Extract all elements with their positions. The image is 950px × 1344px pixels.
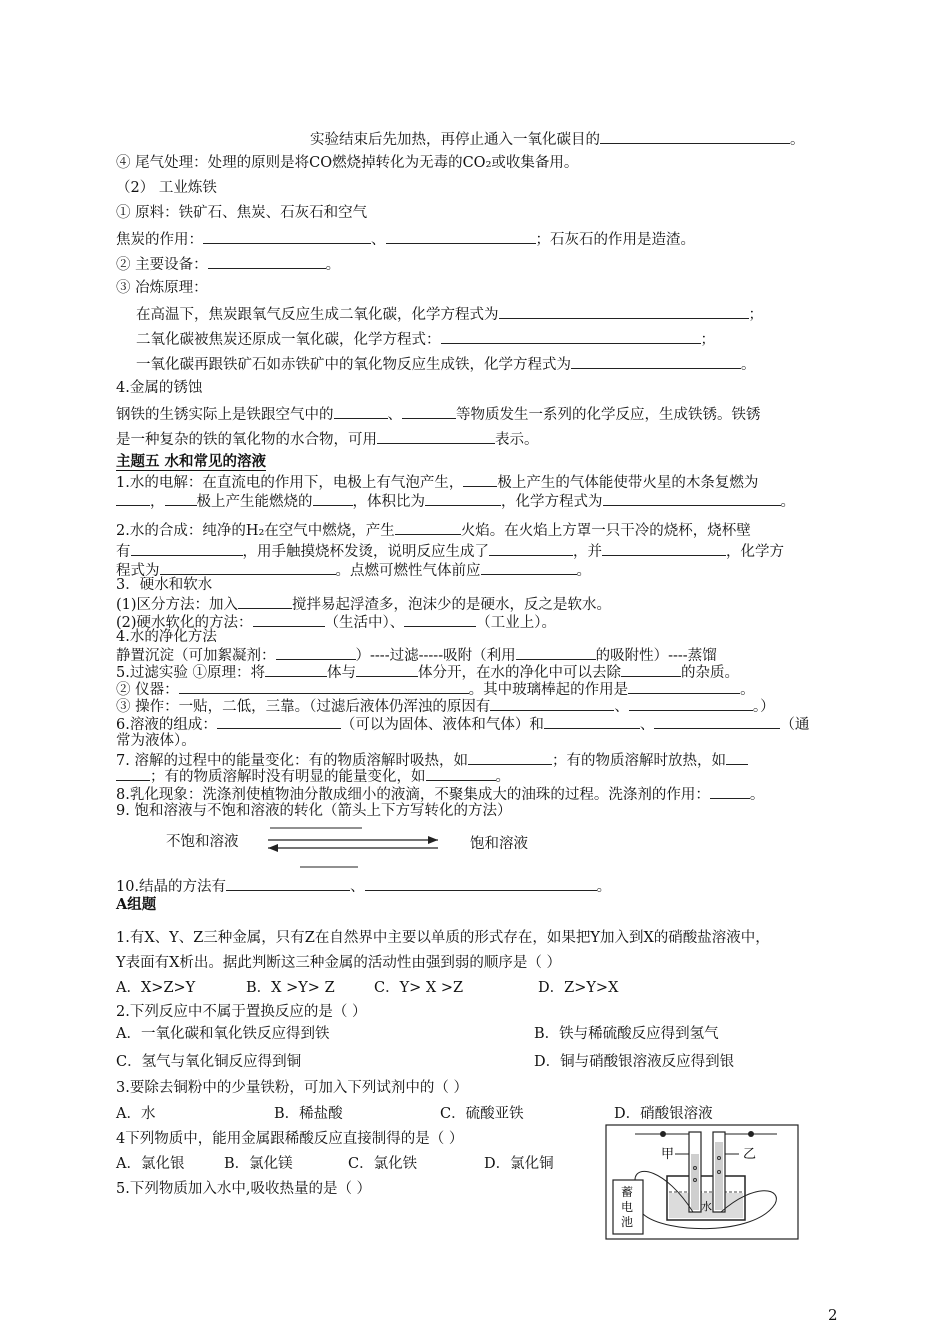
q5-line-2: ② 仪器： 。其中玻璃棒起的作用是 。 (116, 678, 755, 700)
ga-q2: 2.下列反应中不属于置换反应的是（ ） (116, 1004, 367, 1020)
q3-1: (1)区分方法：加入 搅拌易起浮渣多，泡沫少的是硬水，反之是软水。 (116, 593, 611, 615)
blank[interactable] (265, 661, 327, 677)
blank[interactable] (276, 644, 356, 660)
blank[interactable] (490, 695, 614, 711)
q4-line: 静置沉淀（可加絮凝剂： ）----过滤-----吸附（利用 的吸附性）----蒸馏 (116, 644, 717, 666)
principle-title: ③ 冶炼原理： (116, 280, 208, 296)
rust-line-2: 是一种复杂的铁的氧化物的水合物，可用 表示。 (116, 428, 539, 450)
backward-arrowhead (268, 844, 278, 852)
blank[interactable] (386, 228, 536, 244)
ga-q3-option-c[interactable]: C．硫酸亚铁 (440, 1106, 524, 1122)
blank[interactable] (602, 540, 726, 556)
rust-title: 4.金属的锈蚀 (116, 380, 203, 396)
blank[interactable] (463, 471, 497, 487)
exp-end-text: 实验结束后先加热，再停止通入一氧化碳目的 (310, 132, 600, 148)
right-tube-water (715, 1142, 723, 1210)
ga-q3-option-b[interactable]: B．稀盐酸 (274, 1106, 343, 1122)
blank[interactable] (603, 490, 781, 506)
blank[interactable] (131, 540, 243, 556)
q7-line-1: 7. 溶解的过程中的能量变化：有的物质溶解时吸热，如 ；有的物质溶解时放热，如 (116, 749, 748, 771)
ga-q4-option-b[interactable]: B．氯化镁 (224, 1156, 293, 1172)
rust-line-1: 钢铁的生锈实际上是铁跟空气中的 、 等物质发生一系列的化学反应，生成铁锈。铁锈 (116, 403, 761, 425)
ga-q4-option-d[interactable]: D．氯化铜 (484, 1156, 554, 1172)
blank[interactable] (377, 428, 495, 444)
ga-q4: 4下列物质中，能用金属跟稀酸反应直接制得的是（ ） (116, 1131, 464, 1147)
raw-materials: ① 原料：铁矿石、焦炭、石灰石和空气 (116, 205, 368, 221)
blank[interactable] (468, 749, 552, 765)
ga-q4-option-a[interactable]: A．氯化银 (116, 1156, 185, 1172)
left-stopcock (660, 1131, 666, 1137)
ga-q1-option-d[interactable]: D．Z>Y>X (538, 980, 619, 996)
q7-line-2: ；有的物质溶解时没有明显的能量变化，如 。 (116, 765, 510, 787)
ga-q1-line-1: 1.有X、Y、Z三种金属，只有Z在自然界中主要以单质的形式存在，如果把Y加入到X的硝酸盐溶液中， (116, 930, 770, 946)
q2-synthesis-2: 有 ，用手触摸烧杯发烫，说明反应生成了 ，并 ，化学方 (116, 540, 784, 562)
ga-q2-option-b[interactable]: B．铁与稀硫酸反应得到氢气 (534, 1026, 719, 1042)
blank[interactable] (425, 490, 501, 506)
blank[interactable] (116, 765, 150, 781)
q5-line-3: ③ 操作：一贴，二低，三靠。（过滤后液体仍浑浊的原因有 、 。） (116, 695, 775, 717)
unsaturated-label: 不饱和溶液 (166, 834, 239, 850)
blank[interactable] (621, 661, 681, 677)
forward-arrowhead (428, 836, 438, 844)
blank[interactable] (402, 403, 456, 419)
q6-line-1: 6.溶液的组成： （可以为固体、液体和气体）和 、 （通 (116, 713, 809, 735)
coke-role-line: 焦炭的作用： 、 ；石灰石的作用是造渣。 (116, 228, 695, 250)
left-tube-label: 甲 (661, 1147, 675, 1162)
blank[interactable] (356, 661, 418, 677)
page-number: 2 (828, 1306, 838, 1324)
blank[interactable] (334, 403, 388, 419)
exp-end-line: 实验结束后先加热，再停止通入一氧化碳目的 。 (310, 128, 805, 150)
blank[interactable] (217, 713, 341, 729)
blank[interactable] (600, 128, 790, 144)
q6-line-2: 常为液体）。 (116, 733, 196, 749)
q3-2: (2)硬水软化的方法： （生活中）、 （工业上）。 (116, 611, 556, 633)
blank[interactable] (571, 353, 741, 369)
q3-title: 3．硬水和软水 (116, 577, 213, 593)
q5-line-1: 5.过滤实验 ①原理：将 体与 体分开，在水的净化中可以去除 的杂质。 (116, 661, 739, 683)
blank[interactable] (165, 490, 197, 506)
ga-q1-option-a[interactable]: A．X>Z>Y (116, 980, 196, 996)
q4-title: 4.水的净化方法 (116, 629, 217, 645)
ga-q3: 3.要除去铜粉中的少量铁粉，可加入下列试剂中的（ ） (116, 1080, 468, 1096)
principle-3: 一氧化碳再跟铁矿石如赤铁矿中的氧化物反应生成铁，化学方程式为 。 (136, 353, 756, 375)
blank[interactable] (238, 593, 292, 609)
blank[interactable] (395, 519, 461, 535)
principle-1: 在高温下，焦炭跟氧气反应生成二氧化碳，化学方程式为 ； (136, 303, 763, 325)
ga-q2-option-a[interactable]: A．一氧化碳和氧化铁反应得到铁 (116, 1026, 330, 1042)
theme5-title: 主题五 水和常见的溶液 (116, 453, 267, 470)
battery-char-3: 池 (621, 1215, 634, 1229)
blank[interactable] (203, 228, 371, 244)
ga-q2-option-c[interactable]: C．氢气与氧化铜反应得到铜 (116, 1054, 302, 1070)
q1-electrolysis: 1.水的电解：在直流电的作用下，电极上有气泡产生， 极上产生的气体能使带火星的木条复燃为 (116, 471, 758, 493)
blank[interactable] (726, 749, 748, 765)
q2-synthesis: 2.水的合成：纯净的H₂在空气中燃烧，产生 火焰。在火焰上方罩一只干冷的烧杯，烧杯壁 (116, 519, 751, 541)
blank[interactable] (629, 695, 753, 711)
blank[interactable] (481, 559, 577, 575)
blank[interactable] (313, 490, 353, 506)
blank[interactable] (226, 875, 350, 891)
battery-char-2: 电 (621, 1200, 634, 1214)
ga-q3-option-d[interactable]: D．硝酸银溶液 (614, 1106, 713, 1122)
blank[interactable] (710, 783, 750, 799)
ga-q1-option-c[interactable]: C．Y> X >Z (374, 980, 464, 996)
ga-q4-option-c[interactable]: C．氯化铁 (348, 1156, 418, 1172)
q10-line: 10.结晶的方法有 、 。 (116, 875, 611, 897)
blank[interactable] (208, 253, 326, 269)
q1-electrolysis-2: ， 极上产生能燃烧的 ，体积比为 ，化学方程式为 。 (116, 490, 795, 512)
ga-q1-line-2: Y表面有X析出。据此判断这三种金属的活动性由强到弱的顺序是（ ） (116, 955, 562, 971)
conversion-arrows (262, 818, 452, 874)
blank[interactable] (441, 328, 701, 344)
ga-q5: 5.下列物质加入水中,吸收热量的是（ ） (116, 1181, 372, 1197)
principle-2: 二氧化碳被焦炭还原成一氧化碳，化学方程式： ； (136, 328, 715, 350)
saturated-label: 饱和溶液 (470, 836, 528, 852)
q2-synthesis-3: 程式为 。点燃可燃性气体前应 。 (116, 559, 591, 581)
right-tube-label: 乙 (743, 1147, 757, 1162)
blank[interactable] (404, 611, 476, 627)
blank[interactable] (426, 765, 496, 781)
right-stopcock (748, 1131, 754, 1137)
blank[interactable] (160, 559, 336, 575)
battery-char-1: 蓄 (621, 1185, 634, 1199)
q9-line: 9. 饱和溶液与不饱和溶液的转化（箭头上下方写转化的方法） (116, 803, 512, 819)
blank[interactable] (116, 490, 150, 506)
tail-gas-line: ④ 尾气处理：处理的原则是将CO燃烧掉转化为无毒的CO₂或收集备用。 (116, 155, 579, 171)
q8-line: 8.乳化现象：洗涤剂使植物油分散成细小的液滴，不聚集成大的油珠的过程。洗涤剂的作用： 。 (116, 783, 764, 805)
blank[interactable] (499, 303, 749, 319)
group-a-title: A组题 (116, 896, 157, 913)
electrolysis-apparatus-figure (605, 1124, 799, 1240)
blank[interactable] (654, 713, 780, 729)
blank[interactable] (365, 875, 597, 891)
ga-q1-option-b[interactable]: B．X >Y> Z (246, 980, 335, 996)
water-label: 水 (701, 1200, 712, 1213)
ga-q2-option-d[interactable]: D．铜与硝酸银溶液反应得到银 (534, 1054, 735, 1070)
blank[interactable] (179, 678, 469, 694)
equipment-line: ② 主要设备： 。 (116, 253, 340, 275)
ga-q3-option-a[interactable]: A．水 (116, 1106, 156, 1122)
industry-title: （2） 工业炼铁 (116, 180, 217, 196)
blank[interactable] (489, 540, 573, 556)
blank[interactable] (628, 678, 740, 694)
blank[interactable] (253, 611, 325, 627)
blank[interactable] (516, 644, 596, 660)
blank[interactable] (544, 713, 640, 729)
